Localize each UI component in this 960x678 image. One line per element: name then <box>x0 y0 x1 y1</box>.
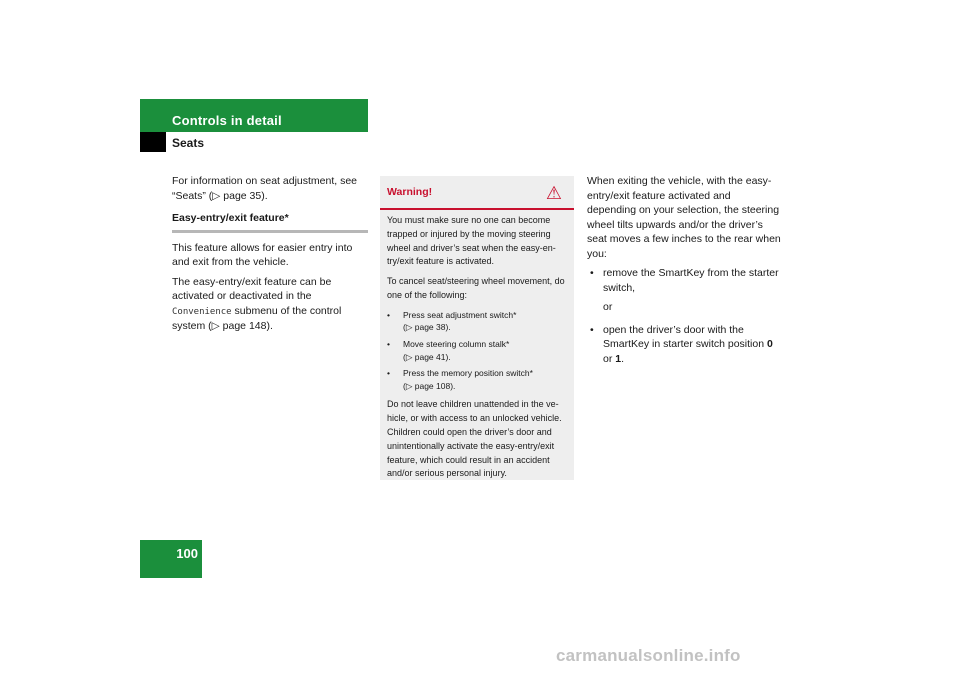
exit-conditions-list <box>587 323 781 367</box>
warning-paragraph: To cancel seat/steering wheel movement, do one of the following: <box>387 276 565 300</box>
bullet-icon: • <box>387 309 390 320</box>
warning-paragraph: Do not leave children unattended in the ve-hicle, or with access to an unlocked vehicle. Children could open the driver’s door and unintentionally activate the easy-entry/exit feature, which could result in an accident and/or serious personal injury. <box>387 399 562 479</box>
list-item: • open the driver’s door with the SmartKey in starter switch position 0 or 1. <box>590 323 773 365</box>
list-item: • Move steering column stalk* (▷ page 41). <box>387 338 510 362</box>
watermark: carmanualsonline.info <box>556 646 741 665</box>
list-item: • Press the memory position switch* (▷ page 108). <box>387 368 533 391</box>
right-column <box>587 174 781 371</box>
warning-paragraph: You must make sure no one can become trapped or injured by the moving steering wheel and driver’s seat when the easy-en-try/exit feature is activated. <box>387 215 556 267</box>
section-marker <box>140 132 166 152</box>
arrow-icon: ▷ <box>405 322 413 333</box>
exit-intro-paragraph: When exiting the vehicle, with the easy-entry/exit feature activated and depending on your selection, the steering wheel tilts upwards and/or the driver’s seat moves a few inches to the rear when you: <box>587 175 781 260</box>
switch-position-1: 1 <box>615 352 622 365</box>
bullet-icon: • <box>387 338 390 349</box>
page-number: 100 <box>176 546 198 561</box>
activation-paragraph: The easy-entry/exit feature can be activated or deactivated in the Convenience submenu of the control system (▷ page 148). <box>172 275 342 332</box>
warning-triangle-icon: ⚠ <box>545 183 562 203</box>
chapter-title: Controls in detail <box>172 113 282 128</box>
exit-conditions-list <box>587 266 781 295</box>
warning-list <box>387 309 571 393</box>
arrow-icon: ▷ <box>405 351 413 362</box>
list-item: • remove the SmartKey from the starter switch, <box>590 267 779 294</box>
or-separator: or <box>603 301 613 313</box>
warning-title: Warning! <box>387 186 433 198</box>
bullet-icon: • <box>590 323 594 336</box>
section-title: Seats <box>172 136 205 150</box>
feature-description: This feature allows for easier entry into and exit from the vehicle. <box>172 241 353 268</box>
bullet-icon: • <box>590 267 594 279</box>
warning-body <box>387 214 571 487</box>
switch-position-0: 0 <box>766 338 773 350</box>
seat-info-paragraph: For information on seat adjustment, see “Seats” (▷ page 35). <box>172 175 358 202</box>
warning-divider <box>380 208 574 210</box>
list-item: • Press seat adjustment switch* (▷ page 38). <box>387 309 517 333</box>
easy-entry-heading: Easy-entry/exit feature* <box>172 211 368 233</box>
arrow-icon: ▷ <box>211 320 220 332</box>
left-column <box>172 174 368 339</box>
arrow-icon: ▷ <box>405 380 413 391</box>
warning-box <box>380 176 574 480</box>
convenience-menu-label: Convenience <box>172 306 232 317</box>
bullet-icon: • <box>387 368 390 379</box>
arrow-icon: ▷ <box>212 189 221 202</box>
